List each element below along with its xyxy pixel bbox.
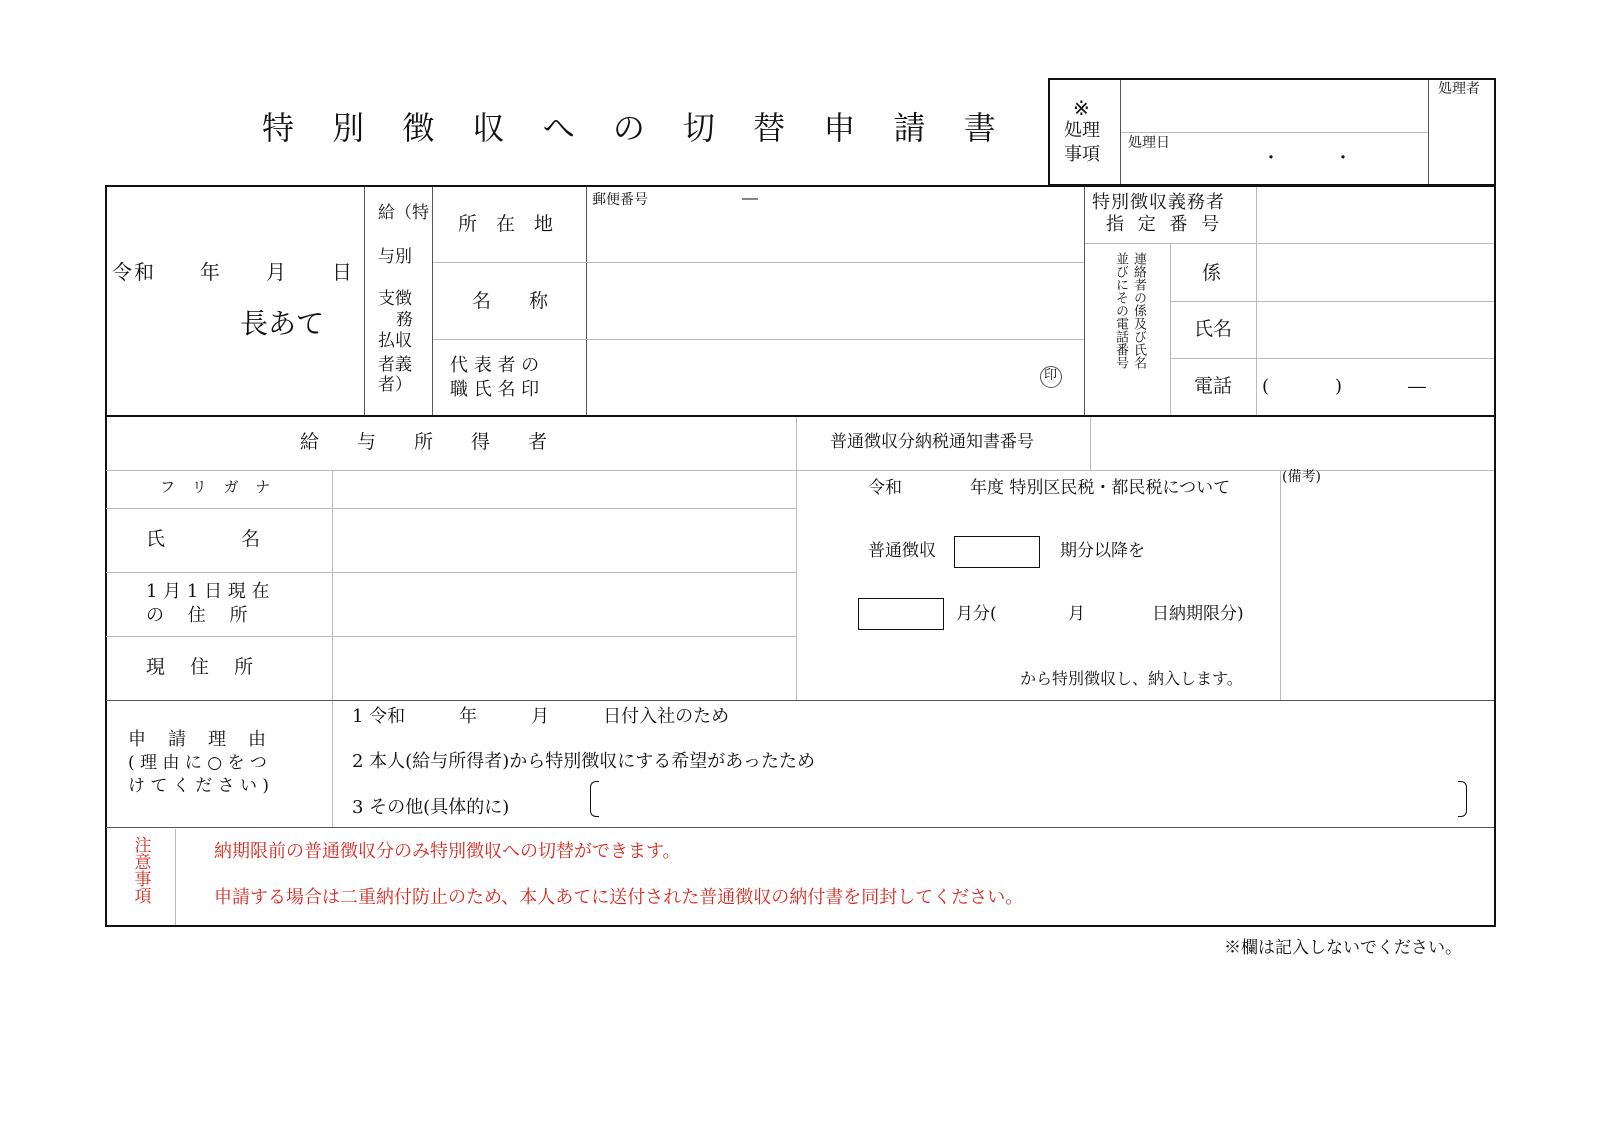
current-address-field[interactable] [333,638,795,699]
other-reason-field[interactable] [600,781,1458,815]
furigana-field[interactable] [333,471,795,507]
designation-number-field[interactable] [1257,188,1494,242]
contact-label-col-1: 並びにその電話番号 [1112,252,1128,369]
processing-label-1: 処理 [1064,120,1100,141]
earner-name-label: 氏 名 [146,528,261,550]
contact-label-col-2: 連絡者の係及び氏名 [1130,252,1146,369]
processing-mark: ※ [1073,96,1090,120]
payer-label-2: 与別 [378,247,412,267]
company-name-field[interactable] [587,264,1083,338]
tax-line3-a: 月分( [956,604,997,624]
processing-date-label: 処理日 [1128,135,1170,151]
start-month-input[interactable] [858,598,944,630]
caution-line-1: 納期限前の普通徴収分のみ特別徴収への切替ができます。 [214,841,681,862]
postal-dash: ― [742,188,758,207]
phone-label: 電話 [1194,375,1233,397]
notice-number-label: 普通徴収分納税通知書番号 [830,432,1034,452]
designation-label-2: 指 定 番 号 [1106,214,1224,235]
payer-label-4: 払収 [378,331,412,351]
date-field[interactable] [107,255,363,289]
tax-line2-a: 普通徴収 [868,541,936,561]
name-label: 名 称 [472,290,549,312]
tax-line1-b: 年度 特別区民税・都民税について [970,478,1231,498]
reason-label-2: ( 理 由 に ○ を つ [128,753,267,773]
tax-line3-c: 日納期限分) [1152,604,1244,624]
payer-label-3: 支徴 [378,289,412,309]
reason-label-1: 申 請 理 由 [128,729,268,750]
other-reason-bracket-left [590,781,599,817]
earner-name-field[interactable] [333,510,795,571]
phone-format: ( ) ― [1262,376,1430,397]
representative-field[interactable] [587,341,1083,414]
processing-label-2: 事項 [1064,144,1100,165]
designation-label-1: 特別徴収義務者 [1092,192,1225,213]
contact-dept-field[interactable] [1257,245,1494,300]
other-reason-bracket-right [1458,781,1467,817]
caution-label: 注意事項 [130,836,151,904]
processing-date-field[interactable] [1121,133,1427,183]
furigana-label: フ リ ガ ナ [160,478,277,496]
rep-label-1: 代 表 者 の [450,355,540,376]
processor-field[interactable] [1429,100,1495,184]
dept-label: 係 [1202,262,1222,284]
earner-section-label: 給 与 所 得 者 [300,431,548,453]
processor-label: 処理者 [1438,81,1480,97]
payer-label-5: 者義 [378,355,412,375]
payer-label-7: 者） [378,375,412,395]
contact-phone-field[interactable] [1257,360,1494,414]
reason-item-2[interactable]: 2 本人(給与所得者)から特別徴収にする希望があったため [352,751,816,772]
rep-label-2: 職 氏 名 印 [450,379,540,400]
contact-name-field[interactable] [1257,303,1494,357]
jan1-address-label-2: の 住 所 [146,605,248,626]
jan1-address-label-1: 1 月 1 日 現 在 [146,581,270,602]
jan1-address-field[interactable] [333,574,795,635]
tax-line1-a: 令和 [868,478,902,498]
payer-label-1: 給（特 [378,203,429,223]
notice-number-field[interactable] [1091,417,1494,469]
tax-line3-b: 月 [1068,604,1085,624]
tax-line2-b: 期分以降を [1060,541,1145,561]
address-field[interactable] [587,188,1083,261]
payer-label-6: 務 [396,310,413,330]
addressee-label: 長あて [240,307,325,340]
reason-label-3: け て く だ さ い ) [128,776,270,796]
person-label: 氏名 [1194,318,1233,340]
reason-item-3[interactable]: 3 その他(具体的に) [352,797,510,818]
postal-label: 郵便番号 [592,192,648,208]
current-address-label: 現 住 所 [146,656,254,678]
footnote: ※欄は記入しないでください。 [1224,938,1462,958]
address-label: 所 在 地 [458,213,554,235]
processing-date-dots: ・ ・ [1262,148,1352,169]
date-line: 令和 年 月 日 [112,260,354,284]
remarks-field[interactable] [1281,488,1494,699]
installment-period-input[interactable] [954,536,1040,568]
seal-mark-text: 印 [1044,368,1058,383]
reason-item-1[interactable]: 1 令和 年 月 日付入社のため [352,706,730,727]
remarks-label: (備考) [1282,469,1321,485]
caution-line-2: 申請する場合は二重納付防止のため、本人あてに送付された普通徴収の納付書を同封してください。 [214,887,1024,908]
tax-line4: から特別徴収し、納入します。 [1020,669,1243,688]
form-title: 特 別 徴 収 へ の 切 替 申 請 書 [262,109,1010,147]
